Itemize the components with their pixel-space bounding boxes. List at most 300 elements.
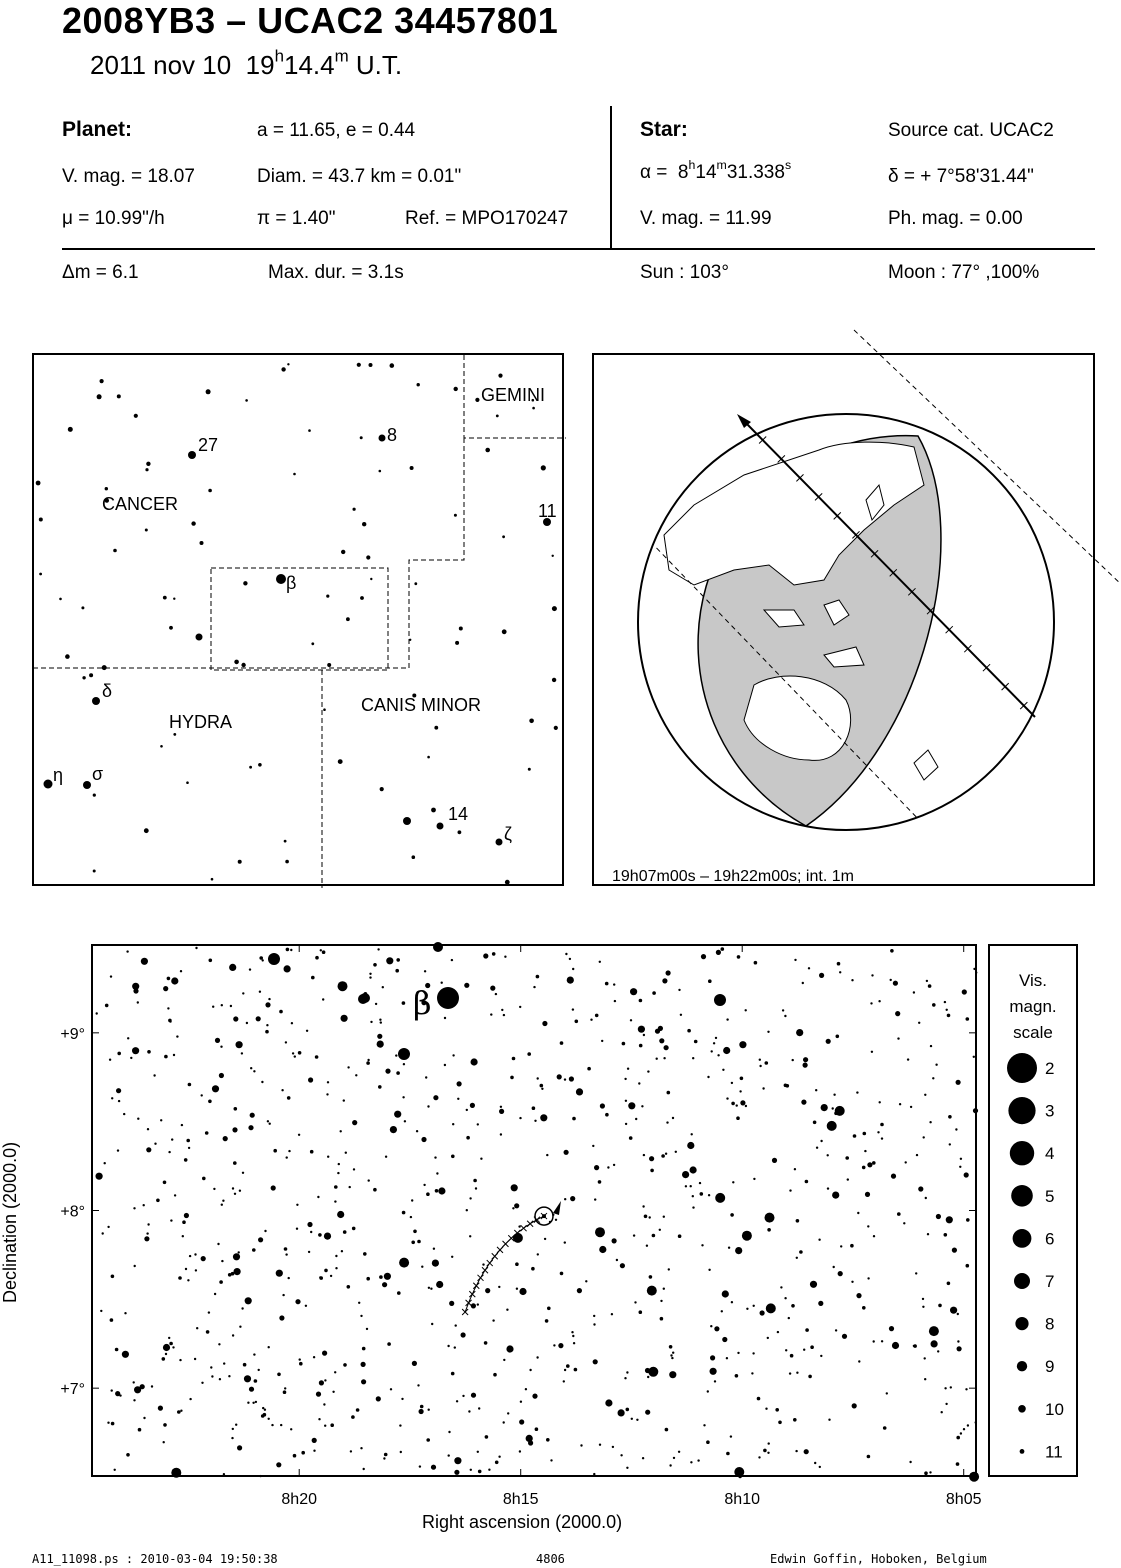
field-star — [293, 1454, 297, 1458]
field-star — [965, 1388, 967, 1390]
field-star — [324, 1379, 326, 1381]
field-star — [373, 963, 377, 967]
field-star — [171, 1138, 173, 1140]
field-star — [565, 953, 567, 955]
field-star — [740, 1077, 744, 1081]
field-star — [624, 1377, 626, 1379]
field-star — [322, 1351, 327, 1356]
field-star — [967, 1424, 969, 1426]
field-star — [338, 1163, 340, 1165]
label-eta: η — [53, 765, 64, 785]
field-star — [601, 1040, 603, 1042]
legend-title-3: scale — [1013, 1023, 1053, 1042]
field-star — [239, 1190, 241, 1192]
field-star — [133, 1207, 135, 1209]
field-star — [469, 1197, 471, 1199]
field-star — [376, 1396, 381, 1401]
field-star — [941, 1411, 943, 1413]
field-star — [449, 1301, 454, 1306]
field-star — [863, 1132, 867, 1136]
field-star — [217, 1243, 219, 1245]
field-star — [286, 1156, 288, 1158]
label-delta: δ — [102, 681, 113, 701]
field-star — [528, 1440, 533, 1445]
field-star — [341, 1015, 348, 1022]
field-star — [757, 1397, 761, 1401]
field-star — [732, 1181, 734, 1183]
field-star — [412, 1361, 417, 1366]
field-star — [721, 947, 725, 951]
field-star — [462, 1395, 464, 1397]
legend-dot-4 — [1010, 1141, 1034, 1165]
field-star — [427, 1105, 429, 1107]
field-star — [938, 1304, 942, 1308]
map-star — [485, 448, 490, 453]
field-star — [96, 1173, 103, 1180]
field-star — [631, 1418, 633, 1420]
field-star — [431, 1323, 433, 1325]
planet-mu: μ = 10.99"/h — [62, 208, 165, 229]
map-star — [454, 514, 457, 517]
field-star — [814, 1462, 816, 1464]
field-star — [758, 1456, 760, 1458]
map-star-bright — [403, 817, 411, 825]
legend-title-1: Vis. — [1018, 971, 1048, 990]
field-star — [660, 1317, 664, 1321]
field-star — [234, 1268, 241, 1275]
field-star — [147, 1128, 149, 1130]
field-star — [228, 1375, 230, 1377]
event-time: 2011 nov 10 19$^h$14.4$^m$ U.T. — [90, 46, 403, 80]
field-star — [288, 1150, 290, 1152]
field-star — [737, 1352, 739, 1354]
field-star — [592, 1145, 594, 1147]
field-star — [147, 1050, 151, 1054]
field-star — [519, 1450, 521, 1452]
legend-dot-2 — [1007, 1053, 1037, 1083]
field-star — [394, 1111, 401, 1118]
field-star — [370, 1021, 372, 1023]
field-star — [639, 999, 643, 1003]
field-star — [571, 1331, 573, 1333]
field-star — [317, 1196, 319, 1198]
field-star — [292, 1052, 294, 1054]
x-axis-label: Right ascension (2000.0) — [422, 1512, 623, 1532]
map-star — [459, 627, 463, 631]
field-star — [703, 1424, 705, 1426]
field-star — [395, 1054, 397, 1056]
field-star — [950, 1386, 952, 1388]
field-star — [423, 1184, 425, 1186]
field-star — [922, 1306, 924, 1308]
field-star — [577, 1288, 582, 1293]
map-star-bright — [276, 574, 286, 584]
field-star — [959, 1166, 961, 1168]
map-star — [353, 508, 356, 511]
field-star — [451, 1155, 455, 1159]
path-time-mark — [527, 1221, 533, 1227]
field-star — [290, 1428, 292, 1430]
field-star — [778, 1421, 782, 1425]
field-star — [671, 1357, 673, 1359]
bright-star — [714, 994, 726, 1006]
field-star — [395, 969, 399, 973]
field-star — [576, 1088, 583, 1095]
field-star — [147, 1223, 149, 1225]
field-star — [635, 1118, 637, 1120]
field-star — [716, 950, 721, 955]
field-star — [575, 1020, 579, 1024]
delta-mag: Δm = 6.1 — [62, 262, 139, 283]
field-star — [232, 1187, 234, 1189]
map-star — [169, 626, 173, 630]
field-star — [334, 1200, 336, 1202]
field-star — [361, 1379, 366, 1384]
field-star — [786, 1084, 790, 1088]
field-star — [611, 1313, 613, 1315]
field-star — [889, 1326, 894, 1331]
field-star — [767, 1228, 771, 1232]
field-star — [396, 1071, 400, 1075]
field-star — [249, 968, 251, 970]
field-star — [253, 1353, 255, 1355]
field-star — [243, 1363, 247, 1367]
field-star — [117, 1149, 119, 1151]
field-star — [815, 1089, 817, 1091]
field-star — [973, 1056, 975, 1058]
field-star — [819, 973, 824, 978]
field-star — [504, 956, 506, 958]
field-star — [256, 1016, 261, 1021]
y-tick-label: +9° — [60, 1025, 85, 1043]
field-star — [126, 950, 128, 952]
field-star — [722, 1290, 729, 1297]
field-star — [358, 1302, 360, 1304]
map-star — [431, 808, 436, 813]
field-star — [546, 1154, 548, 1156]
field-star — [714, 1380, 716, 1382]
field-star — [330, 1275, 332, 1277]
field-star — [659, 1038, 664, 1043]
field-star — [669, 1345, 673, 1349]
field-star — [765, 1408, 767, 1410]
field-star — [111, 1275, 115, 1279]
field-star — [772, 1158, 777, 1163]
field-star — [531, 1267, 535, 1271]
field-star — [221, 1204, 223, 1206]
field-star — [273, 1149, 277, 1153]
field-star — [165, 1353, 167, 1355]
field-star — [254, 1379, 258, 1383]
field-star — [605, 982, 609, 986]
map-star — [100, 379, 104, 383]
field-star — [334, 1185, 338, 1189]
field-star — [400, 1451, 402, 1453]
field-star — [905, 1161, 907, 1163]
map-star — [434, 726, 438, 730]
field-star — [540, 1114, 547, 1121]
y-tick-label: +7° — [60, 1381, 85, 1399]
field-star — [454, 1457, 461, 1464]
field-star — [832, 1107, 834, 1109]
field-star — [840, 1245, 842, 1247]
field-star — [296, 1228, 298, 1230]
field-star — [828, 1419, 830, 1421]
field-star — [492, 1319, 494, 1321]
field-star — [872, 1161, 876, 1165]
field-star — [935, 1064, 937, 1066]
field-star — [162, 1357, 166, 1361]
field-star — [595, 1227, 605, 1237]
star-source: Source cat. UCAC2 — [888, 120, 1054, 141]
map-star — [502, 535, 505, 538]
magnitude-legend — [988, 944, 1078, 1477]
field-star — [351, 1415, 355, 1419]
field-star — [555, 1219, 557, 1221]
field-star — [881, 1340, 883, 1342]
field-star — [156, 1199, 160, 1203]
field-star — [922, 1298, 924, 1300]
field-star — [643, 1034, 645, 1036]
field-star — [813, 1121, 817, 1125]
field-star — [239, 1326, 241, 1328]
field-star — [219, 1378, 221, 1380]
field-star — [335, 1255, 337, 1257]
field-star — [111, 1389, 113, 1391]
map-star — [102, 665, 107, 670]
x-tick-label: 8h15 — [502, 1491, 539, 1508]
field-star — [320, 949, 322, 951]
field-star — [146, 1147, 151, 1152]
field-star — [897, 1212, 901, 1216]
planet-ref: Ref. = MPO170247 — [405, 208, 569, 229]
field-star — [924, 1471, 928, 1475]
field-star — [288, 1277, 290, 1279]
field-star — [594, 1165, 599, 1170]
map-star — [105, 487, 108, 490]
field-star — [176, 1035, 178, 1037]
field-star — [444, 1064, 446, 1066]
field-star — [282, 1294, 284, 1296]
field-star — [242, 1172, 244, 1174]
map-star — [234, 660, 239, 665]
field-star — [235, 1424, 237, 1426]
field-star — [891, 1174, 896, 1179]
field-star — [544, 1238, 546, 1240]
field-star — [223, 1362, 225, 1364]
label-star-14: 14 — [448, 804, 469, 824]
field-star — [570, 1196, 575, 1201]
field-star — [726, 1452, 730, 1456]
field-star — [454, 1346, 456, 1348]
field-star — [411, 1241, 415, 1245]
field-star — [514, 1203, 519, 1208]
field-star — [745, 1009, 747, 1011]
field-star — [626, 1467, 628, 1469]
map-star — [341, 550, 345, 554]
map-star — [68, 427, 73, 432]
label-sigma: σ — [92, 764, 104, 784]
field-star — [201, 1256, 206, 1261]
field-star — [944, 1387, 946, 1389]
field-star — [563, 1380, 565, 1382]
field-star — [572, 1008, 574, 1010]
bright-star — [437, 987, 459, 1009]
field-star — [607, 1166, 609, 1168]
field-star — [792, 1059, 794, 1061]
field-star — [188, 1083, 192, 1087]
field-star — [471, 1303, 476, 1308]
map-star — [81, 606, 84, 609]
field-star — [892, 1342, 899, 1349]
field-star — [913, 1344, 917, 1348]
field-star — [419, 1409, 424, 1414]
field-star — [701, 954, 706, 959]
field-star — [338, 981, 348, 991]
field-star — [550, 1459, 552, 1461]
field-star — [208, 1311, 210, 1313]
field-star — [308, 1251, 310, 1253]
field-star — [746, 1308, 748, 1310]
field-star — [791, 1304, 795, 1308]
footer-number: 4806 — [536, 1552, 565, 1566]
field-star — [163, 1181, 167, 1185]
map-star — [285, 860, 289, 864]
field-star — [784, 1015, 786, 1017]
map-star — [498, 374, 502, 378]
field-star — [307, 1222, 312, 1227]
field-star — [322, 950, 326, 954]
field-star — [265, 1002, 270, 1007]
field-star — [495, 993, 497, 995]
field-star — [525, 1388, 527, 1390]
field-star — [410, 1216, 412, 1218]
field-star — [271, 1424, 273, 1426]
field-star — [665, 1428, 669, 1432]
field-star — [151, 1385, 153, 1387]
field-star — [283, 1390, 287, 1394]
field-star — [419, 1465, 421, 1467]
field-star — [506, 1345, 513, 1352]
field-star — [493, 1373, 497, 1377]
field-star — [926, 980, 928, 982]
field-star — [560, 1272, 564, 1276]
field-star — [865, 1192, 870, 1197]
field-star — [694, 1040, 698, 1044]
field-star — [827, 1154, 829, 1156]
field-star — [767, 1031, 769, 1033]
planet-heading: Planet: — [62, 118, 133, 141]
field-star — [490, 1013, 492, 1015]
field-star — [140, 1384, 145, 1389]
field-star — [739, 1090, 741, 1092]
path-time-mark — [466, 1300, 472, 1306]
field-star — [114, 1469, 116, 1471]
legend-mag-4: 4 — [1045, 1144, 1055, 1164]
field-star — [685, 1185, 687, 1187]
field-star — [431, 1465, 436, 1470]
field-star — [612, 1446, 614, 1448]
field-star — [457, 1081, 462, 1086]
field-star — [401, 1398, 403, 1400]
field-star — [707, 1076, 709, 1078]
max-duration: Max. dur. = 3.1s — [268, 262, 404, 283]
map-star — [346, 617, 350, 621]
field-star — [518, 1225, 520, 1227]
field-star — [352, 1227, 356, 1231]
field-star — [638, 1026, 645, 1033]
field-star — [189, 1255, 191, 1257]
field-star — [172, 1346, 174, 1348]
field-star — [451, 1372, 455, 1376]
field-star — [883, 1426, 887, 1430]
field-star — [396, 958, 400, 962]
map-star — [65, 654, 70, 659]
field-star — [233, 1253, 240, 1260]
field-star — [324, 1269, 328, 1273]
field-star — [258, 1369, 260, 1371]
field-star — [620, 1263, 625, 1268]
field-star — [707, 1390, 709, 1392]
field-star — [250, 1067, 252, 1069]
map-star — [454, 387, 458, 391]
field-star — [117, 1052, 121, 1056]
field-star — [956, 1080, 961, 1085]
map-star — [93, 794, 96, 797]
field-star — [663, 1288, 665, 1290]
field-star — [613, 983, 615, 985]
field-star — [726, 1018, 728, 1020]
map-star — [532, 407, 535, 410]
field-star — [167, 977, 171, 981]
field-star — [373, 1188, 377, 1192]
field-star — [335, 1267, 337, 1269]
field-star — [909, 1461, 911, 1463]
field-star — [717, 1054, 719, 1056]
field-star — [343, 1099, 345, 1101]
field-star — [957, 1346, 962, 1351]
field-star — [323, 1403, 325, 1405]
field-star — [189, 1398, 191, 1400]
map-star — [502, 629, 507, 634]
field-star — [663, 1216, 665, 1218]
field-star — [466, 1209, 468, 1211]
field-star — [839, 971, 841, 973]
field-star — [182, 1220, 186, 1224]
field-star — [946, 1009, 948, 1011]
field-star — [564, 1078, 566, 1080]
field-star — [652, 1234, 656, 1238]
field-star — [247, 1402, 249, 1404]
page-title: 2008YB3 – UCAC2 34457801 — [62, 0, 559, 41]
field-star — [386, 957, 393, 964]
path-time-mark — [487, 1260, 493, 1266]
path-arrow — [553, 1201, 561, 1215]
map-star-bright — [496, 839, 503, 846]
field-star — [644, 1215, 648, 1219]
map-star — [238, 860, 242, 864]
field-star — [417, 1384, 419, 1386]
field-star — [421, 1266, 423, 1268]
field-star — [369, 976, 371, 978]
path-time-mark — [492, 1253, 498, 1259]
globe-caption: 19h07m00s – 19h22m00s; int. 1m — [612, 868, 854, 885]
field-star — [184, 1213, 189, 1218]
bright-star — [268, 953, 280, 965]
field-star — [847, 1178, 849, 1180]
field-star — [363, 1468, 365, 1470]
field-star — [542, 1021, 547, 1026]
